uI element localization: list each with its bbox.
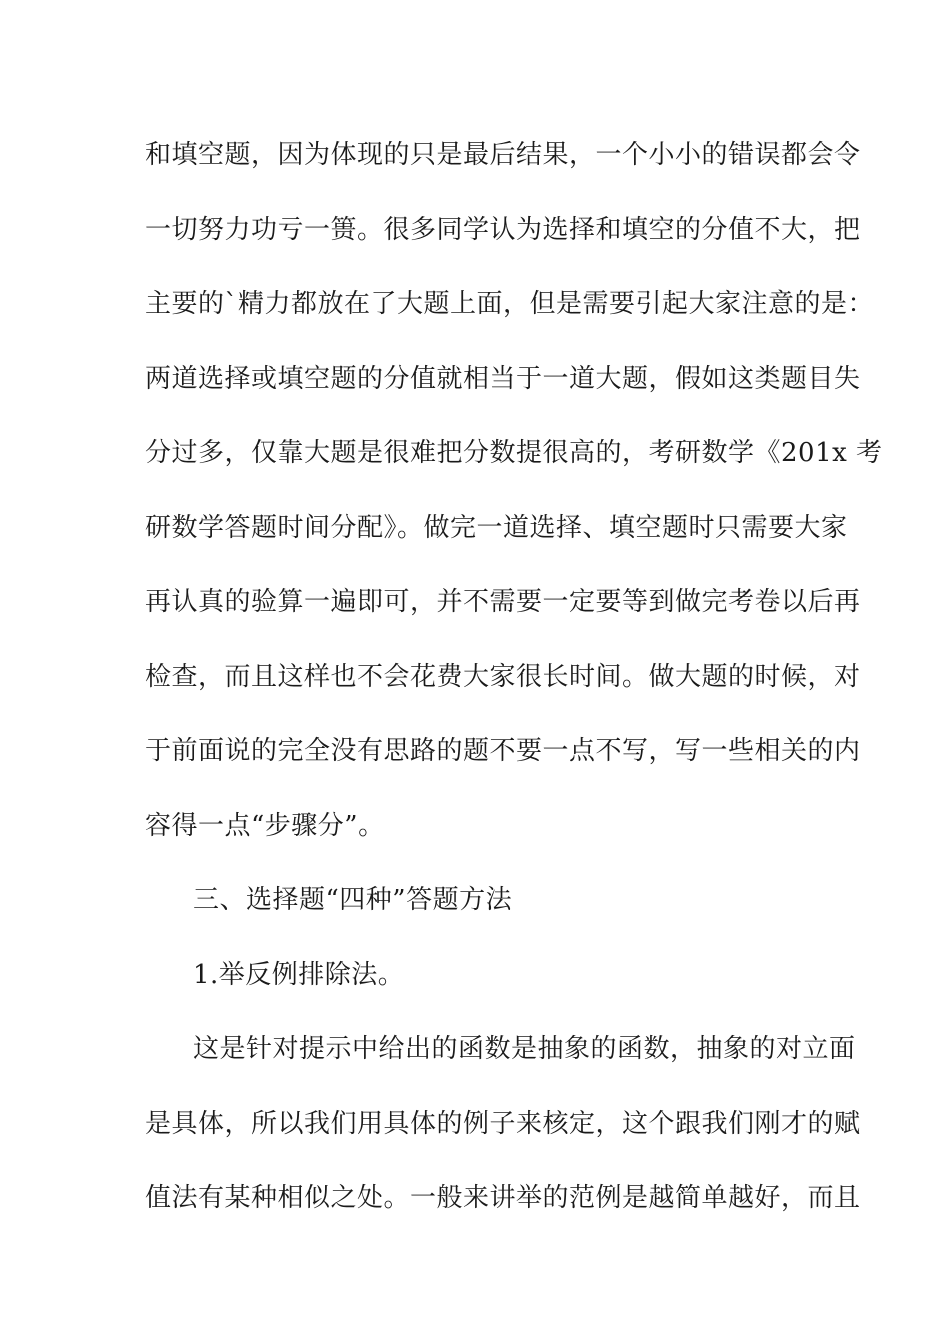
- subsection-heading: 1.举反例排除法。: [193, 960, 405, 990]
- text-line: 值法有某种相似之处。一般来讲举的范例是越简单越好，而且: [145, 1183, 861, 1213]
- text-line: 两道选择或填空题的分值就相当于一道大题，假如这类题目失: [145, 364, 861, 394]
- text-line: 一切努力功亏一篑。很多同学认为选择和填空的分值不大，把: [145, 215, 861, 245]
- text-line: 容得一点“步骤分”。: [145, 811, 385, 841]
- text-line: 这是针对提示中给出的函数是抽象的函数，抽象的对立面: [193, 1034, 856, 1064]
- section-heading: 三、选择题“四种”答题方法: [193, 885, 513, 915]
- text-line: 主要的`精力都放在了大题上面，但是需要引起大家注意的是：: [145, 289, 875, 319]
- text-line: 检查，而且这样也不会花费大家很长时间。做大题的时候，对: [145, 662, 861, 692]
- text-line: 和填空题，因为体现的只是最后结果，一个小小的错误都会令: [145, 140, 861, 170]
- text-line: 于前面说的完全没有思路的题不要一点不写，写一些相关的内: [145, 736, 861, 766]
- text-line: 再认真的验算一遍即可，并不需要一定要等到做完考卷以后再: [145, 587, 861, 617]
- text-line: 是具体，所以我们用具体的例子来核定，这个跟我们刚才的赋: [145, 1109, 861, 1139]
- text-line: 分过多，仅靠大题是很难把分数提很高的，考研数学《201x 考: [145, 438, 883, 468]
- text-line: 研数学答题时间分配》。做完一道选择、填空题时只需要大家: [145, 513, 848, 543]
